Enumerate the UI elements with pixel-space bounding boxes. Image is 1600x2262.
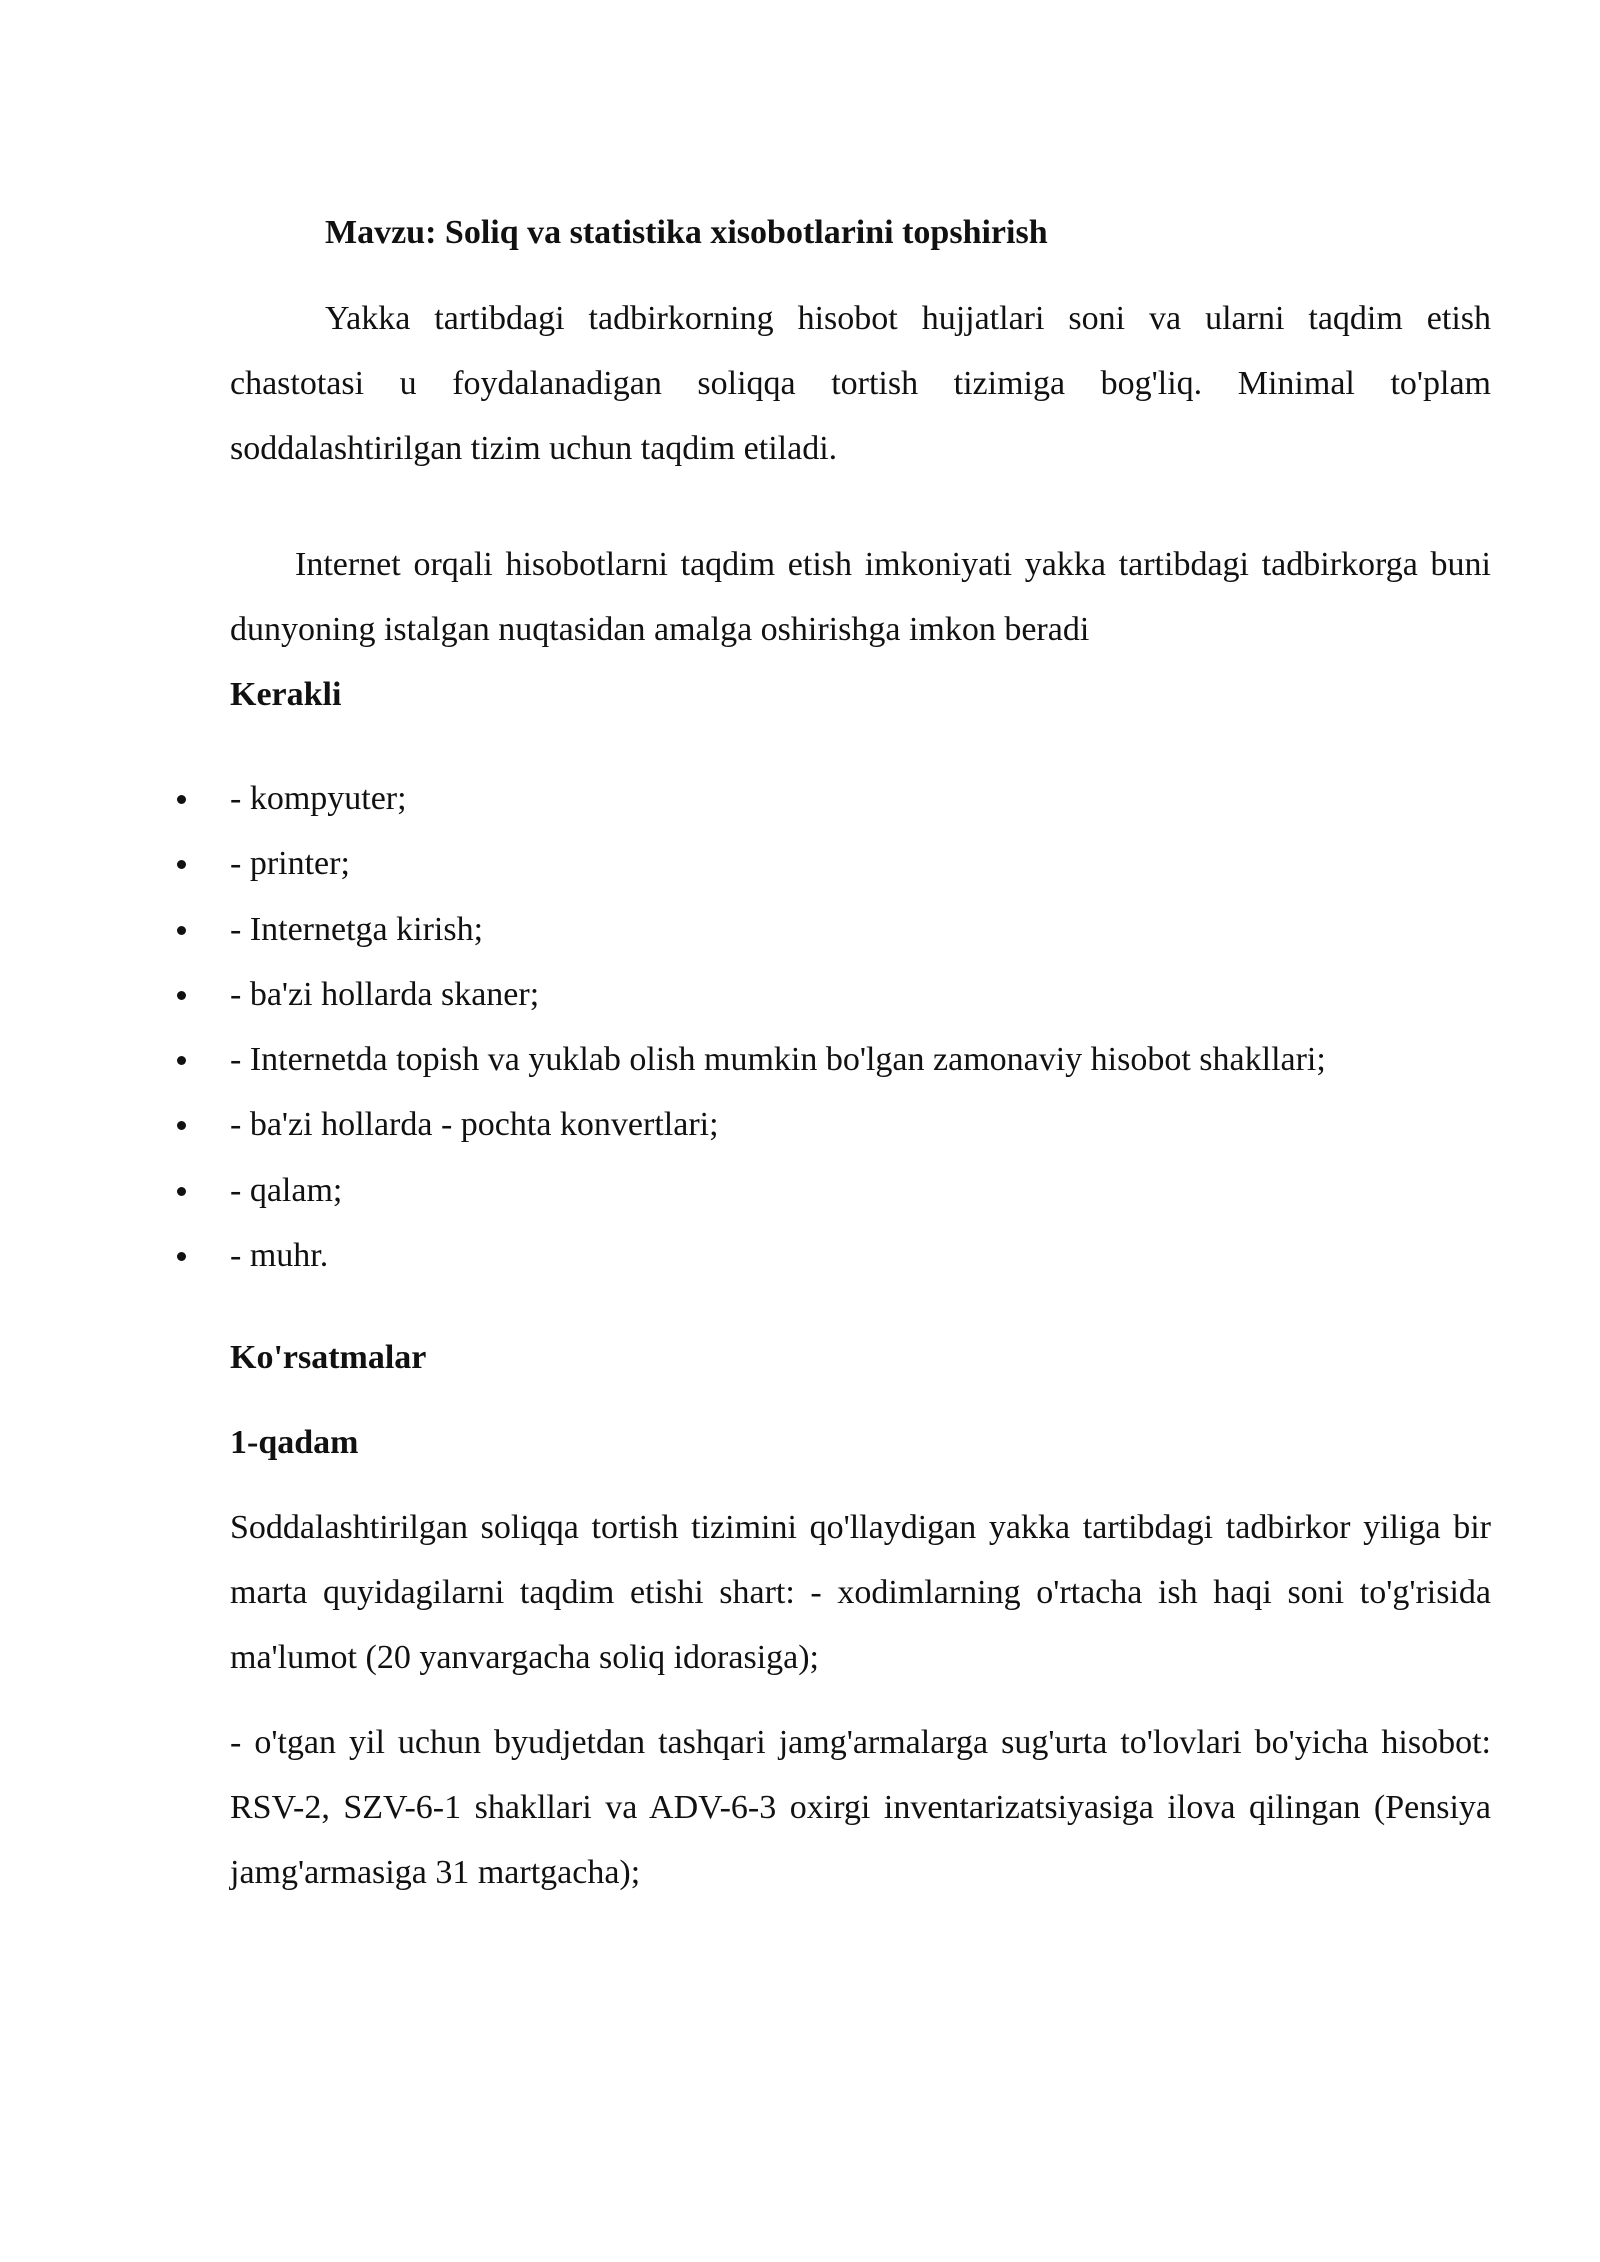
intro-paragraph: Yakka tartibdagi tadbirkorning hisobot hujjatlari soni va ularni taqdim etish chastotasi u foydalanadigan soliqqa tortish tizimiga bog'liq. Minimal to'plam soddalashtirilgan tizim uchun taqdim etiladi. xyxy=(230,300,1491,467)
list-item xyxy=(0,1223,1600,1288)
step1-heading: 1-qadam xyxy=(230,1424,359,1461)
bullet-icon xyxy=(177,795,186,804)
list-item-text: - ba'zi hollarda skaner; xyxy=(230,975,540,1013)
required-heading: Kerakli xyxy=(230,676,342,713)
list-item xyxy=(0,1092,1600,1157)
list-item-text: - Internetga kirish; xyxy=(230,910,484,948)
list-item-text: - ba'zi hollarda - pochta konvertlari; xyxy=(230,1106,719,1144)
list-item xyxy=(0,766,1600,831)
bullet-icon xyxy=(177,991,186,1000)
list-item-text: - muhr. xyxy=(230,1237,329,1275)
bullet-icon xyxy=(177,1121,186,1130)
list-item xyxy=(0,831,1600,896)
list-item-text: - kompyuter; xyxy=(230,780,407,817)
bullet-icon xyxy=(177,860,186,869)
bullet-icon xyxy=(177,1252,186,1261)
list-item xyxy=(0,897,1600,962)
bullet-icon xyxy=(177,1187,186,1196)
list-item-text: - qalam; xyxy=(230,1171,343,1209)
step1-paragraph-1: Soddalashtirilgan soliqqa tortish tizimini qo'llaydigan yakka tartibdagi tadbirkor yiliga bir marta quyidagilarni taqdim etishi shart: - xodimlarning o'rtacha ish haqi soni to'g'risida ma'lumot (20 yanvargacha soliq idorasiga); xyxy=(230,1509,1491,1676)
internet-paragraph: Internet orqali hisobotlarni taqdim etish imkoniyati yakka tartibdagi tadbirkorga buni dunyoning istalgan nuqtasidan amalga oshirishga imkon beradi xyxy=(230,546,1491,648)
list-item xyxy=(0,1158,1600,1223)
list-item xyxy=(0,1027,1600,1092)
list-item-text: - Internetda topish va yuklab olish mumkin bo'lgan zamonaviy hisobot shakllari; xyxy=(230,1041,1326,1079)
required-items-list xyxy=(0,766,1600,1288)
instructions-heading: Ko'rsatmalar xyxy=(230,1339,427,1376)
list-item-text: - printer; xyxy=(230,845,350,883)
list-item xyxy=(0,962,1600,1027)
document-title: Mavzu: Soliq va statistika xisobotlarini topshirish xyxy=(325,214,1048,251)
bullet-icon xyxy=(177,926,186,935)
bullet-icon xyxy=(177,1056,186,1065)
step1-paragraph-2: - o'tgan yil uchun byudjetdan tashqari jamg'armalarga sug'urta to'lovlari bo'yicha hisobot: RSV-2, SZV-6-1 shakllari va ADV-6-3 oxirgi inventarizatsiyasiga ilova qilingan (Pensiya jamg'armasiga 31 martgacha); xyxy=(230,1724,1491,1891)
